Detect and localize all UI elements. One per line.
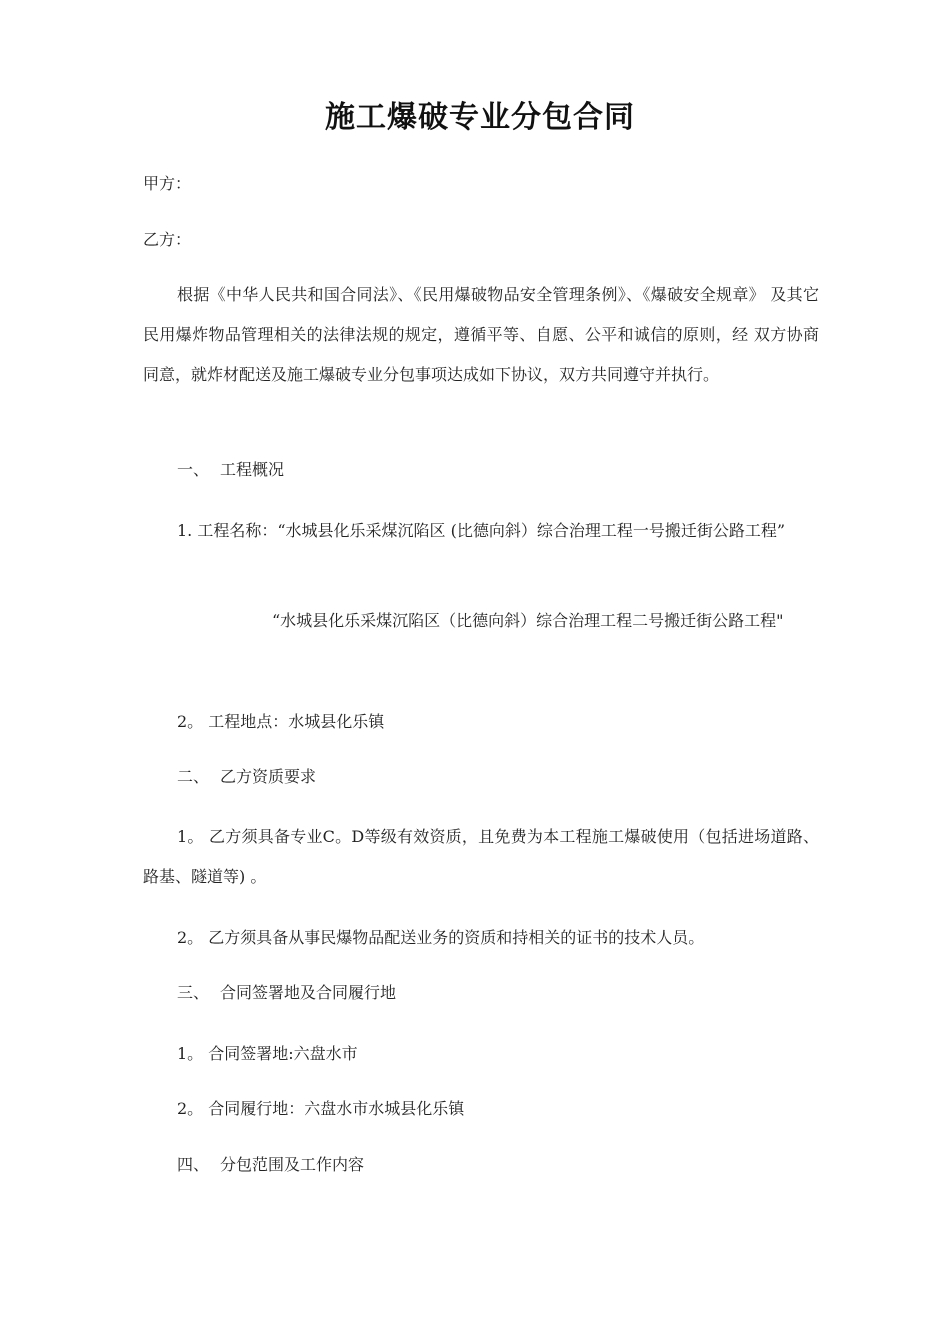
section-3-item-1: 1。 合同签署地:六盘水市 (177, 1044, 358, 1063)
section-3-item-2: 2。 合同履行地：六盘水市水城县化乐镇 (177, 1099, 465, 1118)
section-2-item-2: 2。 乙方须具备从事民爆物品配送业务的资质和持相关的证书的技术人员。 (177, 928, 705, 947)
section-heading-3 (177, 973, 396, 1013)
section-heading-4 (177, 1145, 364, 1185)
section-title: 合同签署地及合同履行地 (220, 983, 397, 1002)
section-number: 二、 (177, 767, 210, 786)
section-title: 工程概况 (220, 460, 285, 479)
section-1-nested-item (270, 601, 800, 641)
section-title: 分包范围及工作内容 (220, 1155, 365, 1174)
section-number: 四、 (177, 1155, 210, 1174)
section-1-item-1: 1. 工程名称：“水城县化乐采煤沉陷区 (比德向斜）综合治理工程一号搬迁街公路工程” (177, 521, 786, 540)
section-1-item-2: 2。 工程地点：水城县化乐镇 (177, 712, 385, 731)
section-heading-2 (177, 757, 316, 797)
section-heading-1 (177, 450, 284, 490)
section-number: 三、 (177, 983, 210, 1002)
section-title: 乙方资质要求 (220, 767, 317, 786)
party-b-label: 乙方： (143, 230, 192, 249)
section-2-item-1: 1。 乙方须具备专业C。D等级有效资质，且免费为本工程施工爆破使用（包括进场道路、 路基、隧道等) 。 (143, 827, 819, 886)
section-number: 一、 (177, 460, 210, 479)
intro-paragraph: 根据《中华人民共和国合同法》、《民用爆破物品安全管理条例》、《爆破安全规章》 及其它民用爆炸物品管理相关的法律法规的规定，遵循平等、自愿、公平和诚信的原则，经 双方协商同意，就炸材配送及施工爆破专业分包事项达成如下协议，双方共同遵守并执行。 (143, 285, 819, 384)
party-a-label: 甲方： (143, 174, 192, 193)
document-title: 施工爆破专业分包合同 (325, 100, 635, 135)
nested-item-text: “水城县化乐采煤沉陷区（比德向斜）综合治理工程二号搬迁街公路工程" (272, 611, 784, 630)
